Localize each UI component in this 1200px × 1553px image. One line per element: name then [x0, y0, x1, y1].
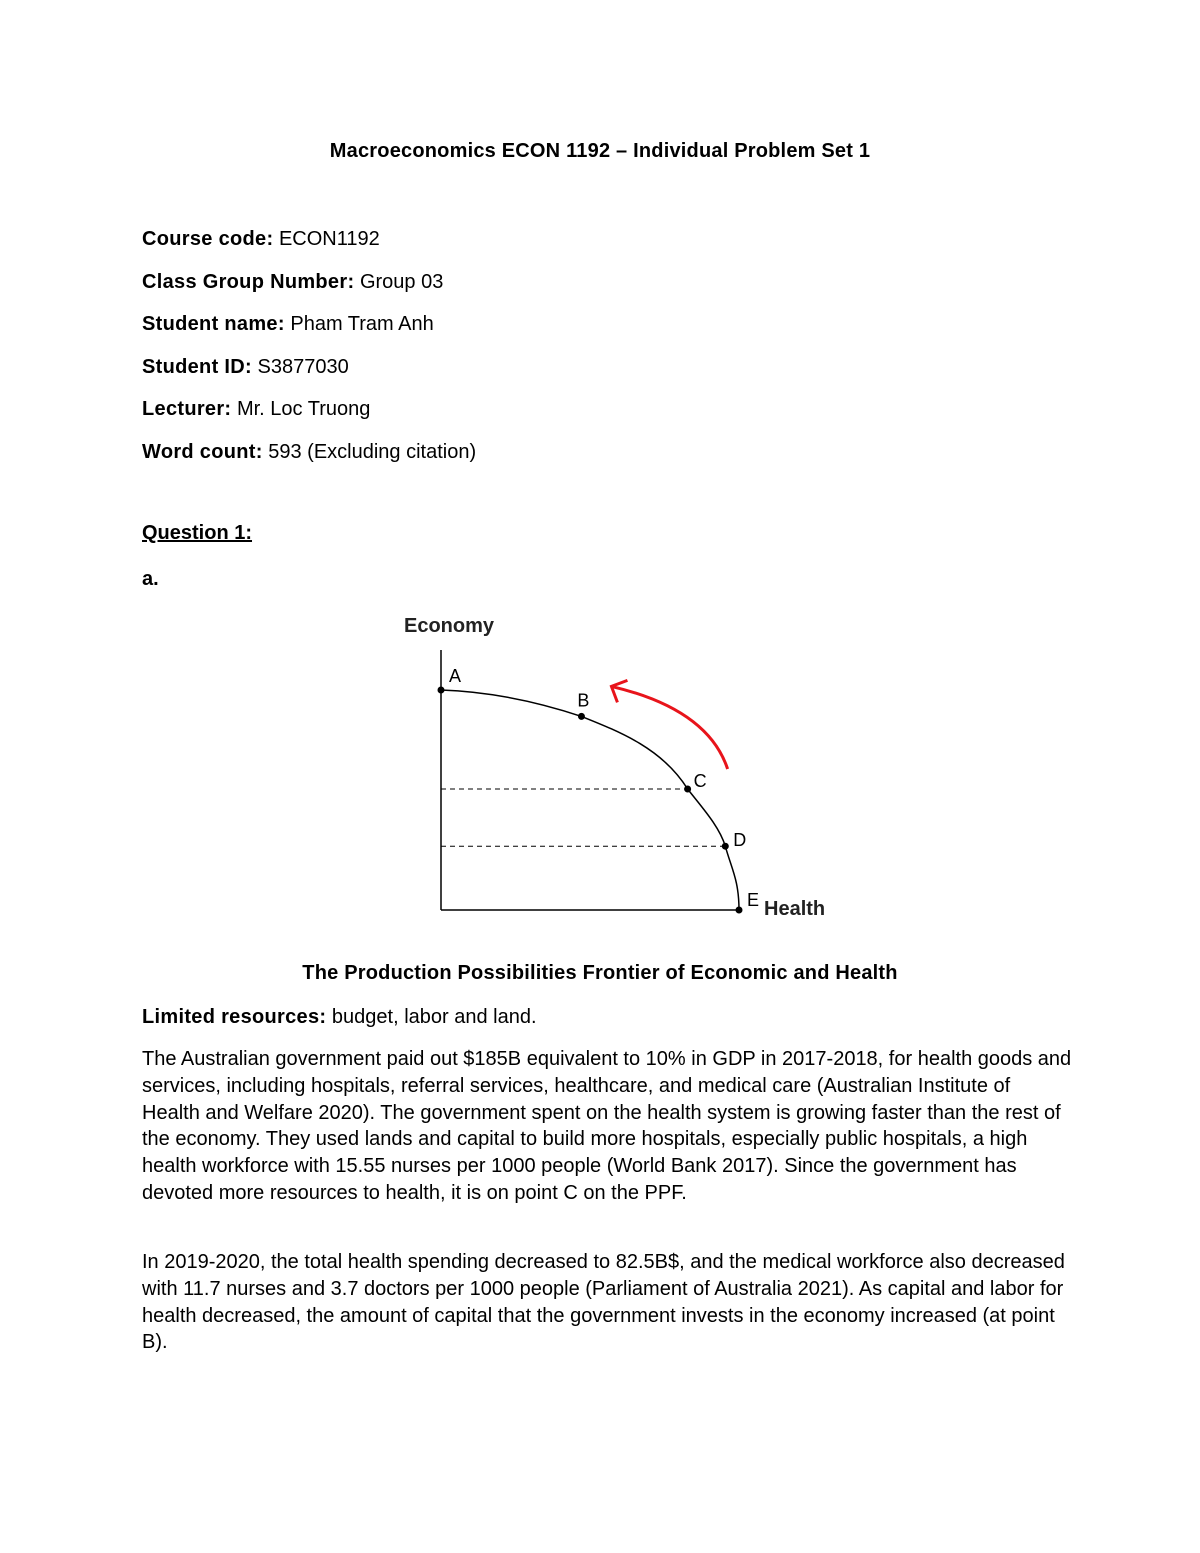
class-group-field: [142, 268, 443, 296]
document-title: Macroeconomics ECON 1192 – Individual Problem Set 1: [329, 140, 871, 162]
paragraph-2: In 2019-2020, the total health spending decreased to 82.5B$, and the medical workforce also decreased with 11.7 nurses and 3.7 doctors per 1000 people (Parliament of Australia 2021). As capital and labor for health decreased, the amount of capital that the government invests in the economy increased (at point B).: [142, 1251, 1065, 1354]
field-label: Student ID:: [142, 356, 252, 378]
field-value: Pham Tram Anh: [284, 313, 434, 335]
field-label: Course code:: [142, 228, 274, 250]
x-axis-label: Health: [764, 898, 826, 920]
word-count-field: [142, 438, 476, 466]
point-label-a: A: [449, 666, 462, 686]
point-a: [438, 687, 445, 694]
point-d: [722, 843, 729, 850]
field-value: 593 (Excluding citation): [262, 441, 477, 463]
point-label-b: B: [577, 690, 590, 711]
point-label-d: D: [733, 830, 747, 851]
point-e: [736, 907, 743, 914]
field-label: Word count:: [142, 441, 263, 463]
y-axis-label: Economy: [404, 615, 495, 637]
paragraph-1: The Australian government paid out $185B equivalent to 10% in GDP in 2017-2018, for health goods and services, including hospitals, referral services, healthcare, and medical care (Australian Institute of Health and Welfare 2020). The government spent on the health system is growing faster than the rest of the economy. They used lands and capital to build more hospitals, especially public hospitals, a high health workforce with 15.55 nurses per 1000 people (World Bank 2017). Since the government has devoted more resources to health, it is on point C on the PPF.: [142, 1048, 1072, 1204]
point-c: [684, 786, 691, 793]
shift-arrow: [611, 686, 727, 769]
lecturer-field: [142, 395, 370, 423]
field-label: Student name:: [142, 313, 285, 335]
field-value: S3877030: [251, 356, 349, 378]
ppf-chart: [390, 605, 850, 935]
part-label: a.: [142, 568, 159, 590]
resources-label: Limited resources:: [142, 1006, 327, 1028]
field-value: Mr. Loc Truong: [231, 398, 371, 420]
limited-resources-line: [142, 1003, 537, 1031]
field-value: ECON1192: [273, 228, 380, 250]
student-id-field: [142, 353, 349, 381]
point-label-e: E: [747, 890, 760, 910]
course-code-field: [142, 225, 380, 253]
point-b: [578, 713, 585, 720]
field-label: Class Group Number:: [142, 271, 355, 293]
figure-caption: The Production Possibilities Frontier of Economic and Health: [302, 962, 898, 984]
field-label: Lecturer:: [142, 398, 232, 420]
resources-value: budget, labor and land.: [326, 1006, 537, 1028]
point-label-c: C: [693, 771, 707, 791]
field-value: Group 03: [354, 271, 444, 293]
question-heading: Question 1:: [142, 522, 253, 544]
student-name-field: [142, 310, 434, 338]
